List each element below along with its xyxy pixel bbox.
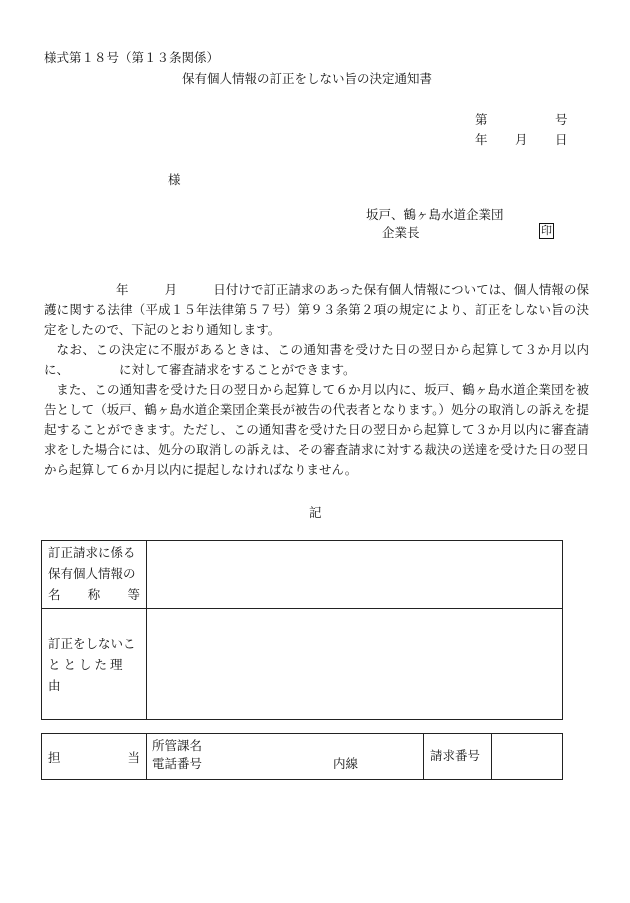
record-table bbox=[41, 540, 563, 720]
body-year: 年 bbox=[116, 282, 129, 297]
sender-position: 企業長 bbox=[382, 225, 420, 240]
body-month: 月 bbox=[164, 282, 178, 297]
paragraph-decision bbox=[44, 280, 589, 340]
date-year: 年 bbox=[475, 132, 488, 147]
body-text bbox=[44, 280, 589, 480]
record-name-label-char: 名 bbox=[48, 587, 61, 602]
form-number: 様式第１８号（第１３条関係） bbox=[44, 50, 220, 65]
request-number-label: 請求番号 bbox=[430, 748, 481, 763]
record-name-value[interactable] bbox=[147, 541, 563, 609]
request-number-label-cell bbox=[424, 734, 492, 780]
record-reason-label-line: ととした理由 bbox=[48, 656, 126, 693]
record-name-label-last bbox=[48, 584, 140, 605]
record-reason-value[interactable] bbox=[147, 609, 563, 720]
record-row-reason bbox=[42, 609, 563, 720]
record-name-label-line: 保有個人情報の bbox=[48, 566, 136, 581]
contact-label-right: 当 bbox=[127, 749, 140, 765]
recipient-honorific: 様 bbox=[168, 172, 181, 187]
contact-table bbox=[41, 733, 563, 780]
record-row-name bbox=[42, 541, 563, 609]
ki-heading: 記 bbox=[309, 505, 322, 520]
contact-row bbox=[42, 734, 563, 780]
paragraph-lawsuit bbox=[44, 380, 589, 480]
document-title: 保有個人情報の訂正をしない旨の決定通知書 bbox=[182, 71, 433, 86]
date-month: 月 bbox=[515, 132, 528, 147]
request-number-value[interactable] bbox=[492, 734, 563, 780]
record-name-label bbox=[42, 541, 147, 609]
record-reason-label bbox=[42, 609, 147, 720]
contact-label-left: 担 bbox=[48, 749, 61, 765]
record-reason-label-line: 訂正をしないこ bbox=[48, 635, 136, 651]
record-name-label-char: 等 bbox=[127, 587, 140, 602]
body-appeal-text-a: なお、この決定に不服があるときは、この通知書を受けた日の翌日から起算して３か月以内に、 bbox=[44, 342, 589, 377]
body-lawsuit-text: また、この通知書を受けた日の翌日から起算して６か月以内に、坂戸、鶴ヶ島水道企業団を被告として（坂戸、鶴ヶ島水道企業団企業長が被告の代表者となります。）処分の取消しの訴えを提起することができます。ただし、この通知書を受けた日の翌日から起算して３か月以内に審査請求をした場合には、処分の取消しの訴えは、その審査請求に対する裁決の送達を受けた日の翌日から起算して６か月以内に提起しなければなりません。 bbox=[44, 382, 589, 477]
body-appeal-text-b: に対して審査請求をすることができます。 bbox=[119, 362, 356, 377]
date-day: 日 bbox=[555, 132, 568, 147]
document-number-prefix: 第 bbox=[475, 112, 488, 127]
body-decision-text: 日付けで訂正請求のあった保有個人情報については、個人情報の保護に関する法律（平成１５年法律第５７号）第９３条第２項の規定により、訂正をしない旨の決定をしたので、下記のとおり通知します。 bbox=[44, 282, 589, 337]
extension-label: 内線 bbox=[333, 756, 359, 771]
seal-icon: 印 bbox=[541, 224, 552, 237]
document-number-suffix: 号 bbox=[555, 112, 568, 127]
department-label: 所管課名 bbox=[152, 738, 203, 753]
contact-label bbox=[42, 734, 147, 780]
phone-label: 電話番号 bbox=[152, 756, 203, 771]
sender-organization: 坂戸、鶴ヶ島水道企業団 bbox=[366, 207, 504, 222]
seal-mark bbox=[539, 222, 554, 239]
record-name-label-char: 称 bbox=[87, 587, 101, 602]
record-name-label-line: 訂正請求に係る bbox=[48, 545, 136, 560]
contact-details bbox=[147, 734, 424, 780]
paragraph-appeal bbox=[44, 340, 589, 380]
